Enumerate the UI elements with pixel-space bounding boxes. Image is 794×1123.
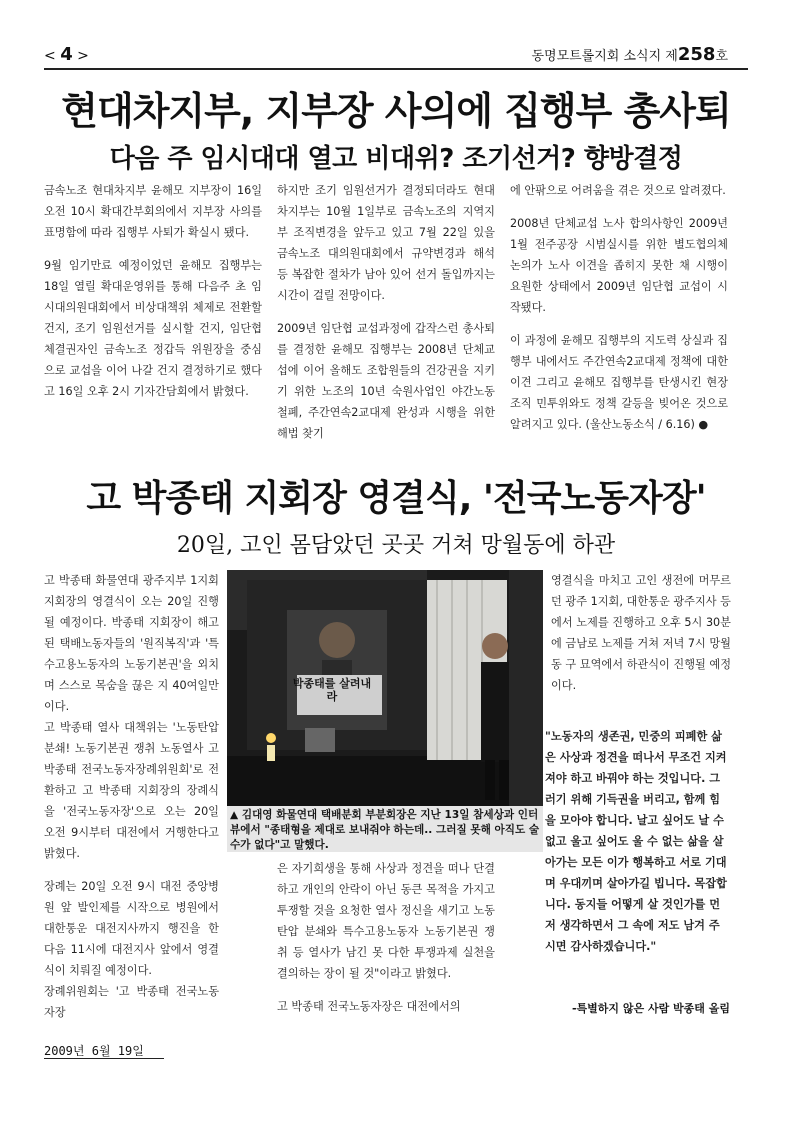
paragraph: 2009년 임단협 교섭과정에 갑작스런 총사퇴를 결정한 윤해모 집행부는 2008년 단체교섭에 이어 올해도 조합원들의 건강권을 지키기 위한 노조의 10년 숙원사업인 야간노동 철폐, 주간연속2교대제 완성과 시행을 위한 해법 찾기 xyxy=(277,322,495,440)
publication-name: 동명모트롤지회 소식지 제 xyxy=(531,49,678,64)
memorial-photo xyxy=(227,570,543,806)
page-right-marker: > xyxy=(72,48,89,64)
memorial-quote: "노동자의 생존권, 민중의 피폐한 삶은 사상과 정견을 떠나서 무조건 지켜져야 하고 바꿔야 하는 것입니다. 그러기 위해 기득권을 버리고, 함께 힘을 모아야 합니다. 날고 싶어도 날 수 없고 울고 싶어도 울 수 없는 삶을 살아가는 모든 이가 행복하고 서로 기대며 우대끼며 살아가길 빕니다. 목잡합니다. 동지들 어떻게 살 것인가를 먼저 생각하면서 그 속에 저도 남겨 주시면 감사하겠습니다." xyxy=(545,730,727,953)
article1-column-3 xyxy=(510,180,728,447)
article1-subtitle: 다음 주 임시대대 열고 비대위? 조기선거? 향방결정 xyxy=(109,144,683,174)
article1-column-2 xyxy=(277,180,495,456)
page-number xyxy=(44,44,89,65)
paragraph: 하지만 조기 임원선거가 결정되더라도 현대차지부는 10월 1일부로 금속노조의 지역지부 조직변경을 앞두고 있고 7월 22일 있을 금속노조 대의원대회에서 규약변경과 해석 등 복잡한 절차가 남아 있어 선거 돌입까지는 시간이 걸릴 전망이다. xyxy=(277,184,495,302)
issue-suffix: 호 xyxy=(715,49,728,64)
photo-banner-text: 박종태를 살려내라 xyxy=(292,677,372,703)
paragraph: 금속노조 현대차지부 윤해모 지부장이 16일 오전 10시 확대간부회의에서 지부장 사의를 표명함에 따라 집행부 사퇴가 확실시 됐다. xyxy=(44,184,262,239)
article1-column-1 xyxy=(44,180,262,414)
paragraph: 영결식을 마치고 고인 생전에 머무르던 광주 1지회, 대한통운 광주지사 등에서 노제를 진행하고 오후 5시 30분에 금남로 노제를 거쳐 저녁 7시 망월동 구 묘역에서 하관식이 진행될 예정이다. xyxy=(551,574,731,692)
article2-column-3 xyxy=(551,570,731,708)
paragraph: 은 자기희생을 통해 사상과 정견을 떠나 단결하고 개인의 안락이 아닌 동큰 목적을 가지고 투쟁할 것을 요청한 열사 정신을 새기고 노동탄압 분쇄와 특수고용노동자 노동기본권 쟁취 등 열사가 남긴 못 다한 투쟁과제 실천을 결의하는 장이 될 것"이라고 밝혔다. xyxy=(277,862,495,980)
page-left-marker: < xyxy=(44,48,61,64)
article2-column-2 xyxy=(277,858,495,1029)
issue-number: 258 xyxy=(677,44,716,65)
photo-caption: ▲ 김대영 화물연대 택배분회 부분회장은 지난 13일 참세상과 인터뷰에서 "종태형을 제대로 보내줘야 하는데.. 그러질 못해 아직도 술 수가 없다"고 말했다. xyxy=(227,806,543,852)
article2-title: 고 박종태 지회장 영결식, '전국노동자장' xyxy=(86,478,706,519)
issue-date: 2009년 6월 19일 xyxy=(44,1044,144,1058)
paragraph: 에 안팎으로 어려움을 겪은 것으로 알려졌다. xyxy=(510,184,726,197)
paragraph: 고 박종태 열사 대책위는 '노동탄압분쇄! 노동기본권 쟁취 노동열사 고 박종태 전국노동자장례위원회'로 전환하고 고 박종태 지회장의 장례식을 '전국노동자장'으로 오는 20일 오전 9시부터 대전에서 거행한다고 밝혔다. xyxy=(44,721,219,860)
publication-header xyxy=(531,44,728,65)
paragraph: 장례는 20일 오전 9시 대전 중앙병원 앞 발인제를 시작으로 병원에서 대한통운 대전지사까지 행진을 한 다음 11시에 대전지사 앞에서 영결식이 치뤄질 예정이다. xyxy=(44,880,219,977)
article1-title: 현대차지부, 지부장 사의에 집행부 총사퇴 xyxy=(61,89,731,133)
article2-subtitle: 20일, 고인 몸담았던 곳곳 거쳐 망월동에 하관 xyxy=(176,533,616,558)
paragraph: 9월 임기만료 예정이었던 윤해모 집행부는 18일 열릴 확대운영위를 통해 다음주 초 임시대의원대회에서 비상대책위 체제로 전환할 건지, 조기 임원선거를 실시할 건지, 임단협 체결권자인 금속노조 정갑득 위원장을 중심으로 교섭을 이어 나갈 건지 결정하기로 했다고 16일 오후 2시 기자간담회에서 밝혔다. xyxy=(44,259,262,398)
paragraph: 2008년 단체교섭 노사 합의사항인 2009년1월 전주공장 시범실시를 위한 별도협의체 논의가 노사 이견을 좁히지 못한 채 시행이 요원한 상태에서 2009년 임단협 교섭이 시작됐다. xyxy=(510,217,728,314)
page-number-value: 4 xyxy=(60,44,73,65)
paragraph: 고 박종태 전국노동자장은 대전에서의 xyxy=(277,1000,461,1013)
article2-column-1 xyxy=(44,570,219,1035)
header-rule xyxy=(44,68,748,70)
paragraph: 고 박종태 화물연대 광주지부 1지회 지회장의 영결식이 오는 20일 진행될 예정이다. 박종태 지회장이 해고된 택배노동자들의 '원직복직'과 '특수고용노동자의 노동기본권'을 외치며 스스로 목숨을 끊은 지 40여일만이다. xyxy=(44,574,219,713)
memorial-photo-illustration xyxy=(227,570,543,806)
paragraph: 이 과정에 윤해모 집행부의 지도력 상실과 집행부 내에서도 주간연속2교대제 정책에 대한 이견 그리고 윤해모 집행부를 탄생시킨 현장조직 민투위와도 정책 갈등을 빚어온 것으로 알려지고 있다. (울산노동소식 / 6.16) ● xyxy=(510,334,728,431)
footer-rule xyxy=(44,1058,164,1059)
quote-signature: -특별하지 않은 사람 박종태 올림 xyxy=(571,1002,730,1015)
paragraph: 장례위원회는 '고 박종태 전국노동자장 xyxy=(44,985,219,1019)
